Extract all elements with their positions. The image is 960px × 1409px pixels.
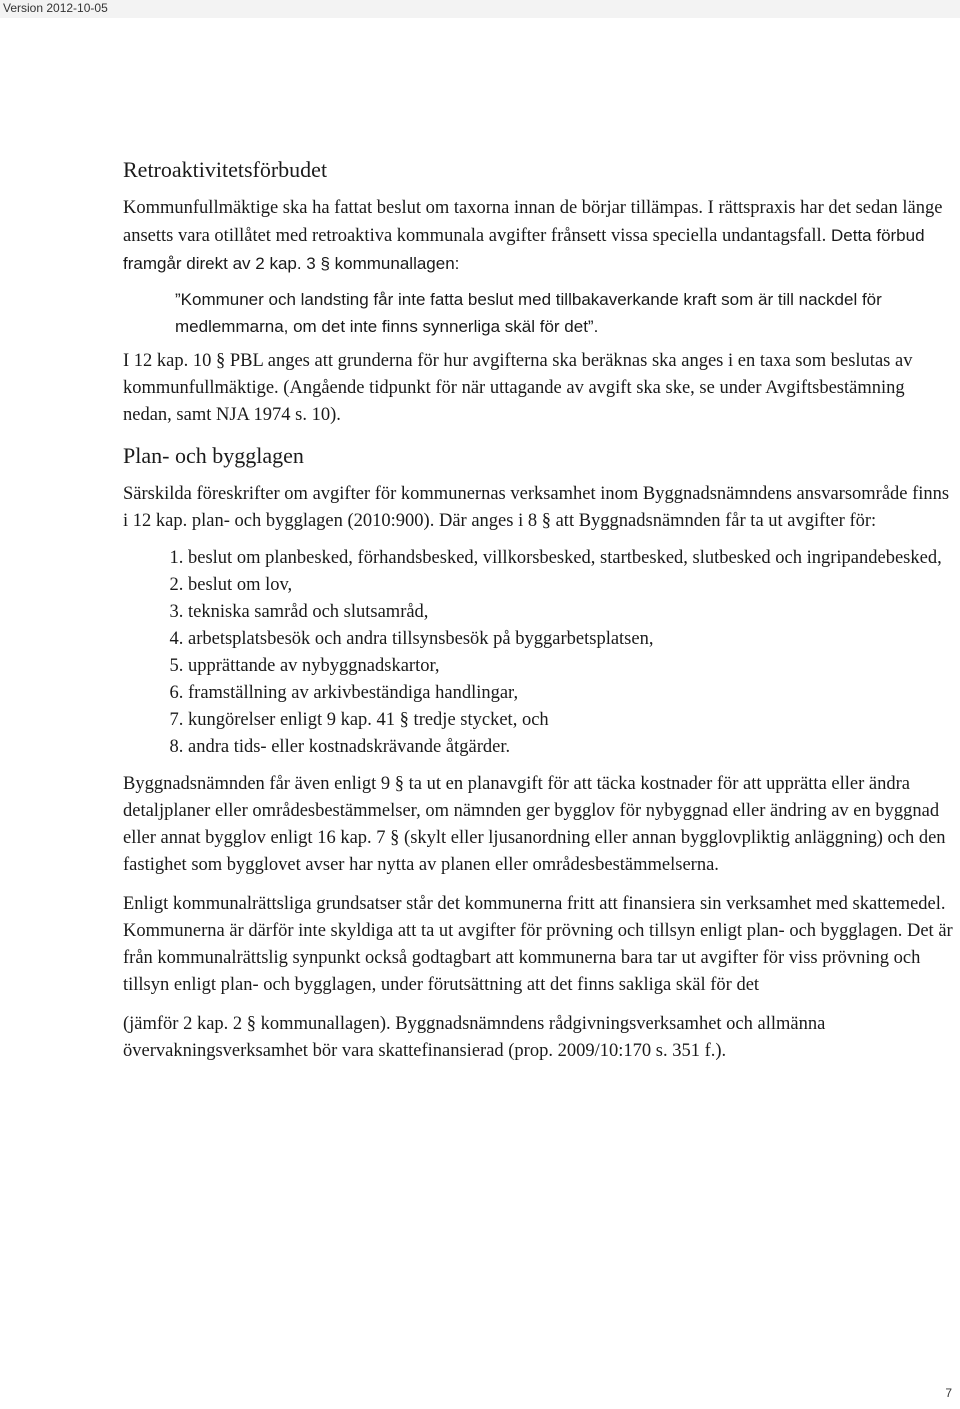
avgifter-list: [123, 545, 958, 761]
version-label: Version 2012-10-05: [3, 1, 108, 15]
list-item: 7. kungörelser enligt 9 kap. 41 § tredje stycket, och: [188, 707, 958, 734]
list-item: 3. tekniska samråd och slutsamråd,: [188, 599, 958, 626]
list-item: 4. arbetsplatsbesök och andra tillsynsbesök på byggarbetsplatsen,: [188, 626, 958, 653]
paragraph-jamfor-kommunallagen: (jämför 2 kap. 2 § kommunallagen). Byggnadsnämndens rådgivningsverksamhet och allmänna övervakningsverksamhet bör vara skattefinansierad (prop. 2009/10:170 s. 351 f.).: [123, 1014, 826, 1061]
page-number: 7: [945, 1386, 952, 1400]
heading-retroaktivitetsforbudet: Retroaktivitetsförbudet: [123, 157, 328, 182]
list-item: 6. framställning av arkivbeständiga handlingar,: [188, 680, 958, 707]
paragraph-sarskilda-foreskrifter: Särskilda föreskrifter om avgifter för kommunernas verksamhet inom Byggnadsnämndens ansvarsområde finns i 12 kap. plan- och bygglagen (2010:900). Där anges i 8 § att Byggnadsnämnden får ta ut avgifter för:: [123, 484, 950, 531]
paragraph-retroaktivitet: [123, 195, 958, 278]
list-item: 1. beslut om planbesked, förhandsbesked, villkorsbesked, startbesked, slutbesked och ingripandebesked,: [188, 545, 958, 572]
paragraph-retroaktivitet-part2: Detta förbud framgår direkt av 2 kap. 3 § kommunallagen:: [123, 226, 925, 273]
list-item: 2. beslut om lov,: [188, 572, 958, 599]
paragraph-planavgift: Byggnadsnämnden får även enligt 9 § ta ut en planavgift för att täcka kostnader för att upprätta eller ändra detaljplaner eller områdesbestämmelser, om nämnden ger bygglov för nybyggnad eller ändring av en byggnad eller annat bygglov enligt 16 kap. 7 § (skylt eller ljusanordning eller annan bygglovpliktig anläggning) och den fastighet som bygglovet avser har nytta av planen eller områdesbestämmelserna.: [123, 774, 946, 875]
paragraph-pbl-12-kap: I 12 kap. 10 § PBL anges att grunderna för hur avgifterna ska beräknas ska anges i en taxa som beslutas av kommunfullmäktige. (Angående tidpunkt för när uttagande av avgift ska ske, se under Avgiftsbestämning nedan, samt NJA 1974 s. 10).: [123, 351, 913, 425]
version-bar: [0, 0, 960, 18]
quote-kommunallagen: ”Kommuner och landsting får inte fatta beslut med tillbakaverkande kraft som är till nackdel för medlemmarna, om det inte finns synnerliga skäl för det”.: [175, 290, 882, 336]
heading-plan-och-bygglagen: Plan- och bygglagen: [123, 443, 304, 468]
list-item: 8. andra tids- eller kostnadskrävande åtgärder.: [188, 734, 958, 761]
paragraph-kommunalrattsliga-grundsatser: Enligt kommunalrättsliga grundsatser står det kommunerna fritt att finansiera sin verksamhet med skattemedel. Kommunerna är därför inte skyldiga att ta ut avgifter för prövning och tillsyn enligt plan- och bygglagen. Det är från kommunalrättslig synpunkt också godtagbart att kommunerna bara tar ut avgifter för viss prövning och tillsyn enligt plan- och bygglagen, under förutsättning att det finns sakliga skäl för det: [123, 894, 953, 995]
list-item: 5. upprättande av nybyggnadskartor,: [188, 653, 958, 680]
paragraph-retroaktivitet-part1: Kommunfullmäktige ska ha fattat beslut om taxorna innan de börjar tillämpas. I rättspraxis har det sedan länge ansetts vara otillåtet med retroaktiva kommunala avgifter frånsett vissa speciella undantagsfall.: [123, 198, 943, 246]
document-body: [123, 155, 958, 1073]
